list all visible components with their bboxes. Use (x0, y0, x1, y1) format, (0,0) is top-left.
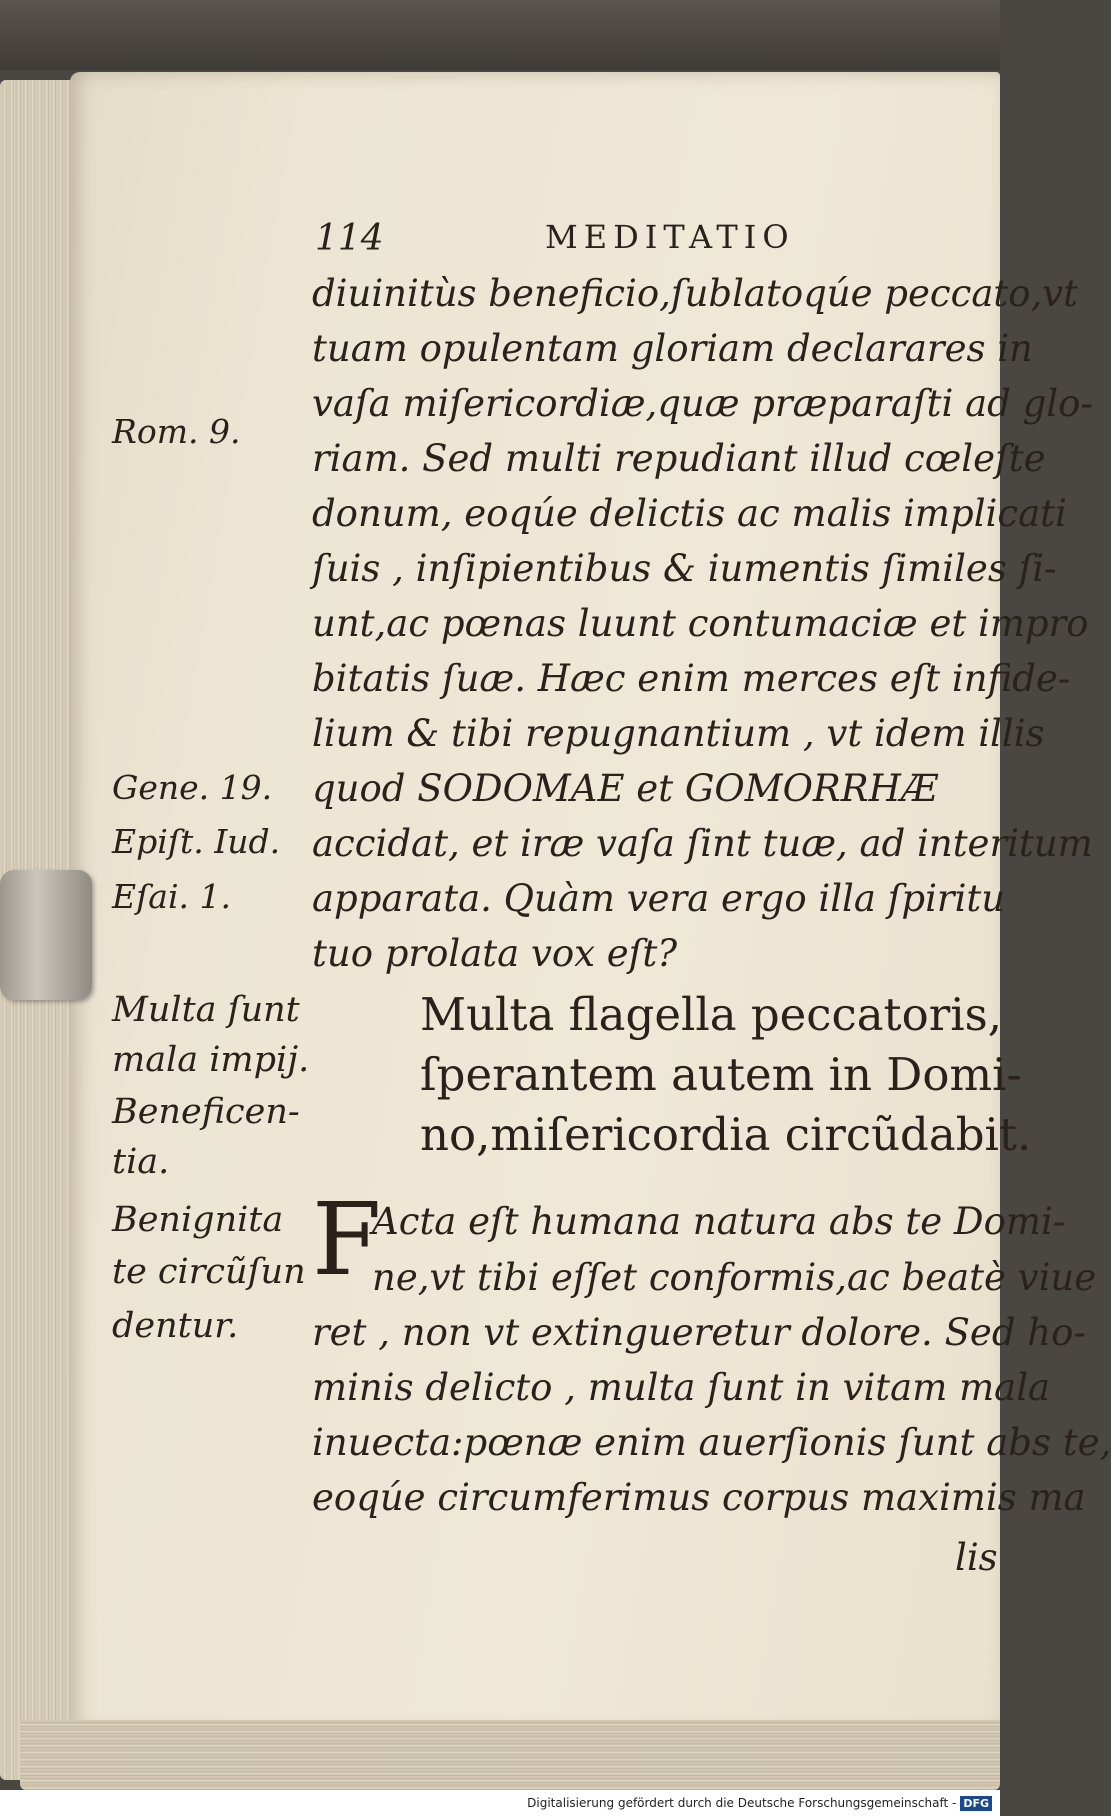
dfg-logo: DFG (960, 1796, 992, 1811)
page-clip (0, 870, 92, 1000)
body-line: diuinitùs beneficio,ſublatoqúe peccato,vt (312, 272, 1079, 315)
psalm-line: ſperantem autem in Domi- (420, 1048, 1022, 1101)
background-top (0, 0, 1000, 70)
psalm-line: Multa flagella peccatoris, (420, 988, 1003, 1041)
page-number: 114 (315, 218, 384, 259)
body-line: quod SODOMAE et GOMORRHÆ (312, 767, 938, 810)
body-line: eoqúe circumferimus corpus maximis ma (312, 1476, 1086, 1519)
body-line: accidat, et iræ vaſa ſint tuæ, ad interitum (312, 822, 1093, 865)
margin-note-multa: Multa ſunt (112, 990, 300, 1030)
page-edges-bottom (20, 1720, 1000, 1790)
margin-note-beneficentia: tia. (112, 1142, 170, 1182)
body-line: inuecta:pœnæ enim auerſionis ſunt abs te, (312, 1421, 1111, 1464)
margin-note-benignitate: te circũſun (112, 1252, 306, 1292)
drop-cap: F (312, 1181, 382, 1298)
body-line: ret , non vt extingueretur dolore. Sed ho- (312, 1311, 1086, 1354)
body-line: lium & tibi repugnantium , vt idem illis (312, 712, 1045, 755)
psalm-line: no,miſericordia circũdabit. (420, 1108, 1032, 1161)
body-line: ſuis , inſipientibus & iumentis ſimiles ſi- (312, 547, 1057, 590)
body-line: bitatis ſuæ. Hæc enim merces eſt infide- (312, 657, 1071, 700)
margin-note-beneficentia: Beneficen- (112, 1092, 300, 1132)
digitization-footer (0, 1790, 1000, 1816)
footer-credit: Digitalisierung gefördert durch die Deutsche Forschungsgemeinschaft - (527, 1796, 957, 1810)
margin-note-esai: Eſai. 1. (112, 877, 231, 916)
body-line: ne,vt tibi eſſet conformis,ac beatè viue (372, 1256, 1097, 1299)
running-head: MEDITATIO (545, 218, 795, 256)
body-line: tuo prolata vox eſt? (312, 932, 678, 975)
margin-note-gene: Gene. 19. (112, 768, 273, 807)
body-line: minis delicto , multa ſunt in vitam mala (312, 1366, 1051, 1409)
body-line: Acta eſt humana natura abs te Domi- (372, 1200, 1066, 1243)
body-line: riam. Sed multi repudiant illud cœleſte (312, 437, 1046, 480)
body-line: apparata. Quàm vera ergo illa ſpiritu (312, 877, 1006, 920)
margin-note-rom: Rom. 9. (112, 412, 241, 451)
margin-note-benignitate: Benignita (112, 1200, 284, 1240)
margin-note-benignitate: dentur. (112, 1306, 239, 1346)
margin-note-multa: mala impij. (112, 1040, 310, 1080)
body-line: tuam opulentam gloriam declarares in (312, 327, 1033, 370)
body-line: vaſa miſericordiæ,quæ præparaſti ad glo- (312, 382, 1093, 425)
body-line: unt,ac pœnas luunt contumaciæ et impro (312, 602, 1089, 645)
body-line: lis (955, 1536, 998, 1579)
body-line: donum, eoqúe delictis ac malis implicati (312, 492, 1067, 535)
margin-note-epist: Epiſt. Iud. (112, 822, 281, 861)
